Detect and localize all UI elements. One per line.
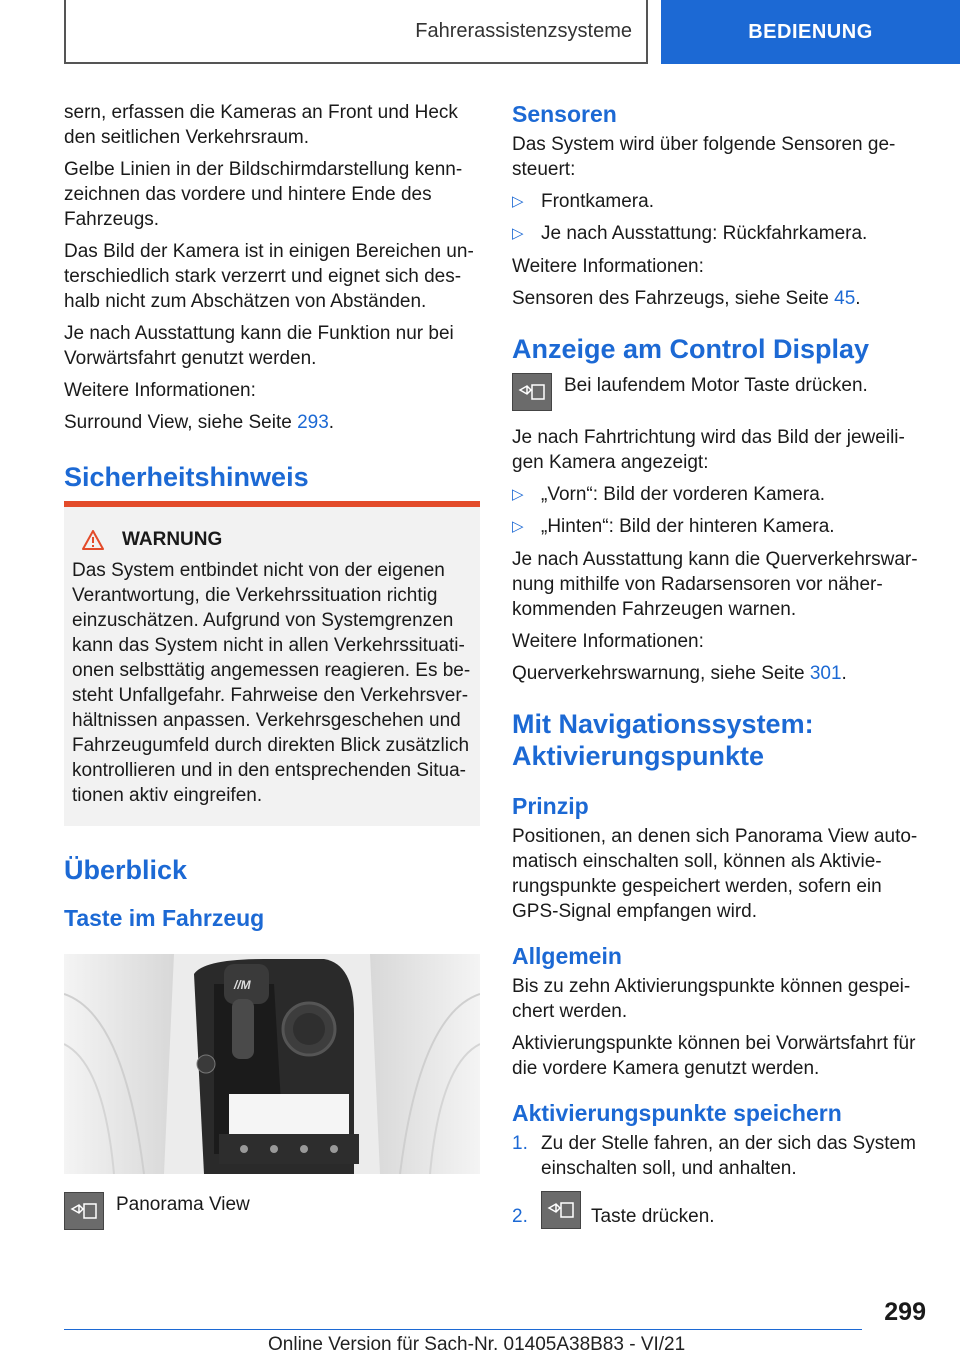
bullet-triangle-icon: ▷	[512, 193, 524, 210]
page-link-45[interactable]: 45	[834, 288, 856, 309]
heading-overview: Überblick	[64, 855, 188, 885]
heading-sensors: Sensoren	[512, 101, 617, 127]
paragraph: Gelbe Linien in der Bildschirmdarstellung kenn-zeichnen das vordere und hintere Ende des Fahrzeugs.	[64, 159, 463, 230]
sensor-list	[512, 189, 924, 246]
heading-button-in-vehicle: Taste im Fahrzeug	[64, 905, 265, 931]
page-link-293[interactable]: 293	[297, 412, 329, 433]
paragraph: Positionen, an denen sich Panorama View auto-matisch einschalten soll, können als Aktivie-rungspunkte gespeichert werden, sofern ein GPS-Signal empfangen wird.	[512, 826, 918, 922]
list-item: 2. Taste drücken.	[512, 1191, 924, 1229]
paragraph: Sensoren des Fahrzeugs, siehe Seite 45.	[512, 288, 861, 309]
camera-list	[512, 482, 924, 539]
paragraph: Aktivierungspunkte können bei Vorwärtsfahrt für die vordere Kamera genutzt werden.	[512, 1033, 916, 1079]
paragraph: Weitere Informationen:	[512, 256, 704, 277]
bullet-triangle-icon: ▷	[512, 486, 524, 503]
footer-text: Online Version für Sach-Nr. 01405A38B83 - VI/21	[268, 1334, 686, 1355]
warning-title-text: WARNUNG	[122, 529, 223, 550]
paragraph: Je nach Ausstattung kann die Funktion nur bei Vorwärtsfahrt genutzt werden.	[64, 323, 454, 369]
paragraph: Das System wird über folgende Sensoren ge-steuert:	[512, 134, 896, 180]
center-console-photo	[64, 954, 480, 1174]
panorama-view-button-icon	[64, 1192, 104, 1230]
heading-safety: Sicherheitshinweis	[64, 462, 309, 492]
bullet-triangle-icon: ▷	[512, 225, 524, 242]
steps-list	[512, 1131, 924, 1229]
left-column	[64, 100, 480, 1244]
heading-save-points: Aktivierungspunkte speichern	[512, 1100, 842, 1126]
paragraph: Das Bild der Kamera ist in einigen Bereichen un-terschiedlich stark verzerrt und eignet sich des-halb nicht zum Abschätzen von Abständen.	[64, 241, 474, 312]
heading-navigation: Mit Navigationssystem: Aktivierungspunkte	[512, 709, 814, 771]
list-item: ▷ „Vorn“: Bild der vorderen Kamera.	[512, 484, 826, 505]
list-item: ▷ Je nach Ausstattung: Rückfahrkamera.	[512, 223, 868, 244]
list-item: ▷ „Hinten“: Bild der hinteren Kamera.	[512, 516, 835, 537]
footer-divider	[64, 1329, 862, 1330]
paragraph: Je nach Fahrtrichtung wird das Bild der jeweili-gen Kamera angezeigt:	[512, 427, 905, 473]
heading-principle: Prinzip	[512, 793, 589, 819]
warning-text: Das System entbindet nicht von der eigenen Verantwortung, die Verkehrssituation richtig einzuschätzen. Aufgrund von Systemgrenzen kann das System nicht in allen Verkehrssituati-onen selbsttätig angemessen reagieren. Es be-steht Unfallgefahr. Fahrweise den Verkehrsver-hältnissen anpassen. Verkehrsgeschehen und Fahrzeugumfeld durch direkten Blick zusätzlich kontrollieren und in den entsprechenden Situa-tionen aktiv eingreifen.	[72, 560, 471, 806]
paragraph: Querverkehrswarnung, siehe Seite 301.	[512, 663, 847, 684]
svg-text://M: //M	[234, 978, 251, 992]
paragraph: sern, erfassen die Kameras an Front und Heck den seitlichen Verkehrsraum.	[64, 102, 458, 148]
right-column	[512, 100, 924, 1239]
control-display-row: Bei laufendem Motor Taste drücken.	[512, 373, 924, 411]
heading-general: Allgemein	[512, 943, 622, 969]
list-item: ▷ Frontkamera.	[512, 191, 654, 212]
paragraph: Bis zu zehn Aktivierungspunkte können gespei-chert werden.	[512, 976, 911, 1022]
header-section-title: Fahrerassistenzsysteme	[415, 19, 632, 42]
panorama-view-caption: Panorama View	[116, 1194, 250, 1215]
list-item: 1. Zu der Stelle fahren, an der sich das System einschalten soll, und anhalten.	[512, 1133, 916, 1179]
header-chapter	[661, 0, 960, 64]
warning-box	[64, 507, 480, 826]
page-link-301[interactable]: 301	[809, 663, 842, 684]
header-chapter-title: BEDIENUNG	[748, 20, 873, 43]
bullet-triangle-icon: ▷	[512, 518, 524, 535]
paragraph: Je nach Ausstattung kann die Querverkehrswar-nung mithilfe von Radarsensoren vor näher-kommenden Fahrzeugen warnen.	[512, 549, 918, 620]
paragraph: Surround View, siehe Seite 293.	[64, 412, 335, 433]
header-section	[64, 0, 648, 64]
page-number: 299	[884, 1298, 926, 1326]
reference-text: Surround View, siehe Seite	[64, 412, 298, 433]
heading-control-display: Anzeige am Control Display	[512, 334, 870, 364]
panorama-view-row	[64, 1192, 480, 1230]
panorama-view-button-icon	[512, 373, 552, 411]
panorama-view-button-icon	[541, 1191, 581, 1229]
paragraph: Weitere Informationen:	[64, 380, 256, 401]
warning-triangle-icon	[82, 530, 104, 550]
warning-title	[72, 527, 472, 552]
paragraph: Weitere Informationen:	[512, 631, 704, 652]
